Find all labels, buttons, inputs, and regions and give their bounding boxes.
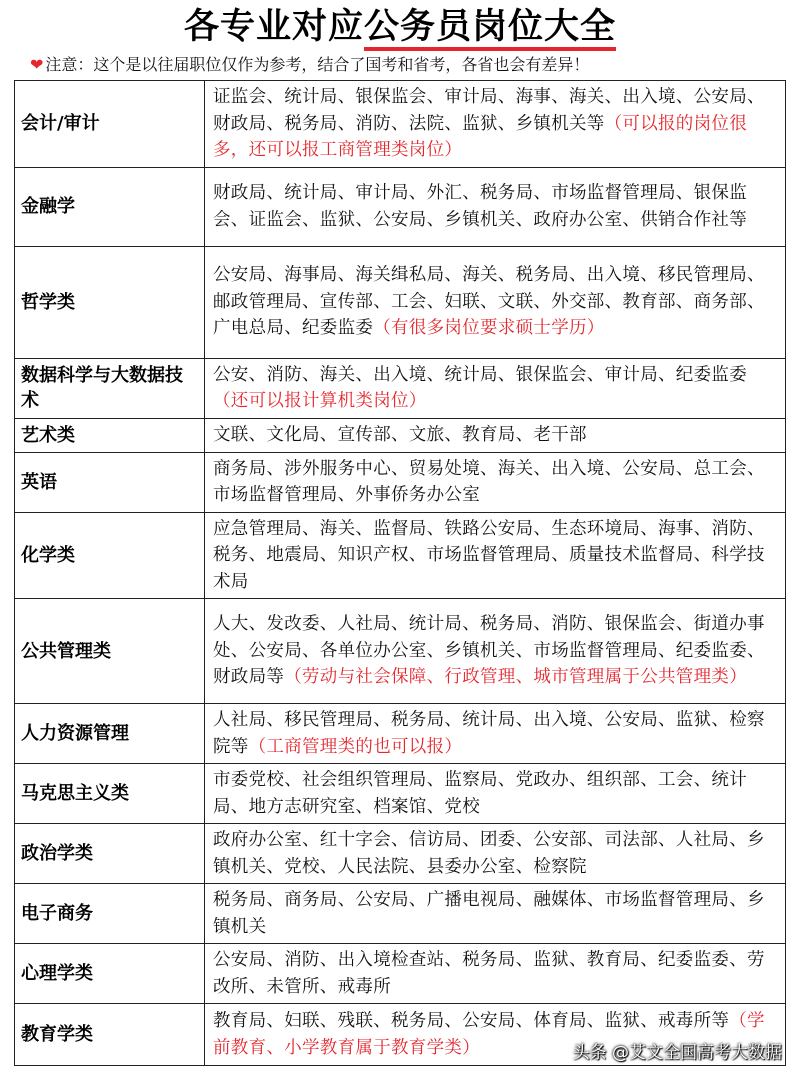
major-name: 公共管理类 — [15, 599, 205, 704]
table-row — [15, 418, 786, 452]
heart-icon: ❤ — [30, 55, 44, 74]
job-list — [205, 884, 786, 944]
table-row — [15, 167, 786, 246]
major-name: 化学类 — [15, 512, 205, 599]
page-title — [0, 4, 800, 50]
table-row — [15, 599, 786, 704]
table-row — [15, 704, 786, 764]
job-list — [205, 599, 786, 704]
job-text: 人大、发改委、人社局、统计局、税务局、消防、银保监会、街道办事处、公安局、各单位办公室、乡镇机关、市场监督管理局、纪委监委、财政局等 — [213, 614, 765, 688]
job-text: 人社局、移民管理局、税务局、统计局、出入境、公安局、监狱、检察院等 — [213, 710, 765, 757]
job-text: 证监会、统计局、银保监会、审计局、海事、海关、出入境、公安局、财政局、税务局、消防、法院、监狱、乡镇机关等 — [213, 87, 765, 134]
notice-line — [30, 54, 790, 76]
job-note: （还可以报计算机类岗位） — [213, 391, 427, 411]
job-note: （学前教育、小学教育属于教育学类） — [213, 1011, 765, 1058]
job-text: 政府办公室、红十字会、信访局、团委、公安部、司法部、人社局、乡镇机关、党校、人民法院、县委办公室、检察院 — [213, 830, 765, 877]
job-list — [205, 81, 786, 168]
job-text: 公安、消防、海关、出入境、统计局、银保监会、审计局、纪委监委 — [213, 364, 747, 385]
table-row — [15, 358, 786, 418]
job-text: 商务局、涉外服务中心、贸易处境、海关、出入境、公安局、总工会、市场监督管理局、外事侨务办公室 — [213, 458, 765, 505]
table-row — [15, 452, 786, 512]
major-name: 人力资源管理 — [15, 704, 205, 764]
major-name: 教育学类 — [15, 1004, 205, 1066]
table-row — [15, 824, 786, 884]
job-note: （工商管理类的也可以报） — [248, 736, 463, 757]
job-note: （有很多岗位要求硕士学历） — [373, 318, 605, 339]
job-list — [205, 944, 786, 1004]
job-text: 文联、文化局、宣传部、文旅、教育局、老干部 — [213, 424, 587, 445]
job-text: 财政局、统计局、审计局、外汇、税务局、市场监督管理局、银保监会、证监会、监狱、公安局、乡镇机关、政府办公室、供销合作社等 — [213, 183, 747, 230]
notice-text: 注意：这个是以往届职位仅作为参考，结合了国考和省考，各省也会有差异！ — [45, 55, 590, 74]
table-row — [15, 944, 786, 1004]
job-text: 税务局、商务局、公安局、广播电视局、融媒体、市场监督管理局、乡镇机关 — [213, 890, 765, 937]
job-list — [205, 418, 786, 452]
major-name: 英语 — [15, 452, 205, 512]
job-note: （劳动与社会保障、行政管理、城市管理属于公共管理类） — [284, 667, 748, 688]
job-text: 公安局、消防、出入境检查站、税务局、监狱、教育局、纪委监委、劳改所、未管所、戒毒所 — [213, 950, 765, 997]
title-part2-underlined: 公务员岗位大全 — [364, 7, 616, 51]
major-name: 数据科学与大数据技术 — [15, 358, 205, 418]
major-job-table — [14, 80, 786, 1066]
job-list — [205, 512, 786, 599]
job-list — [205, 452, 786, 512]
job-list — [205, 167, 786, 246]
job-text: 公安局、海事局、海关缉私局、海关、税务局、出入境、移民管理局、邮政管理局、宣传部、工会、妇联、文联、外交部、教育部、商务部、广电总局、纪委监委 — [213, 265, 765, 339]
major-name: 会计/审计 — [15, 81, 205, 168]
major-name: 哲学类 — [15, 246, 205, 358]
table-row — [15, 764, 786, 824]
major-name: 金融学 — [15, 167, 205, 246]
job-text: 市委党校、社会组织管理局、监察局、党政办、组织部、工会、统计局、地方志研究室、档案馆、党校 — [213, 770, 747, 817]
table-row — [15, 884, 786, 944]
job-text: 教育局、妇联、残联、税务局、公安局、体育局、监狱、戒毒所等 — [213, 1011, 730, 1031]
major-name: 政治学类 — [15, 824, 205, 884]
table-row — [15, 246, 786, 358]
job-list — [205, 764, 786, 824]
watermark-text: 头条 @艾文全国高考大数据 — [572, 1043, 782, 1063]
major-name: 马克思主义类 — [15, 764, 205, 824]
title-part1: 各专业对应 — [183, 7, 364, 47]
job-text: 应急管理局、海关、监督局、铁路公安局、生态环境局、海事、消防、税务、地震局、知识产权、市场监督管理局、质量技术监督局、科学技术局 — [213, 518, 765, 592]
job-list — [205, 358, 786, 418]
table-row — [15, 512, 786, 599]
job-list — [205, 246, 786, 358]
major-name: 心理学类 — [15, 944, 205, 1004]
job-note: （可以报的岗位很多，还可以报工商管理类岗位） — [213, 113, 748, 160]
major-name: 艺术类 — [15, 418, 205, 452]
major-name: 电子商务 — [15, 884, 205, 944]
table-row — [15, 81, 786, 168]
job-list — [205, 704, 786, 764]
job-list — [205, 824, 786, 884]
